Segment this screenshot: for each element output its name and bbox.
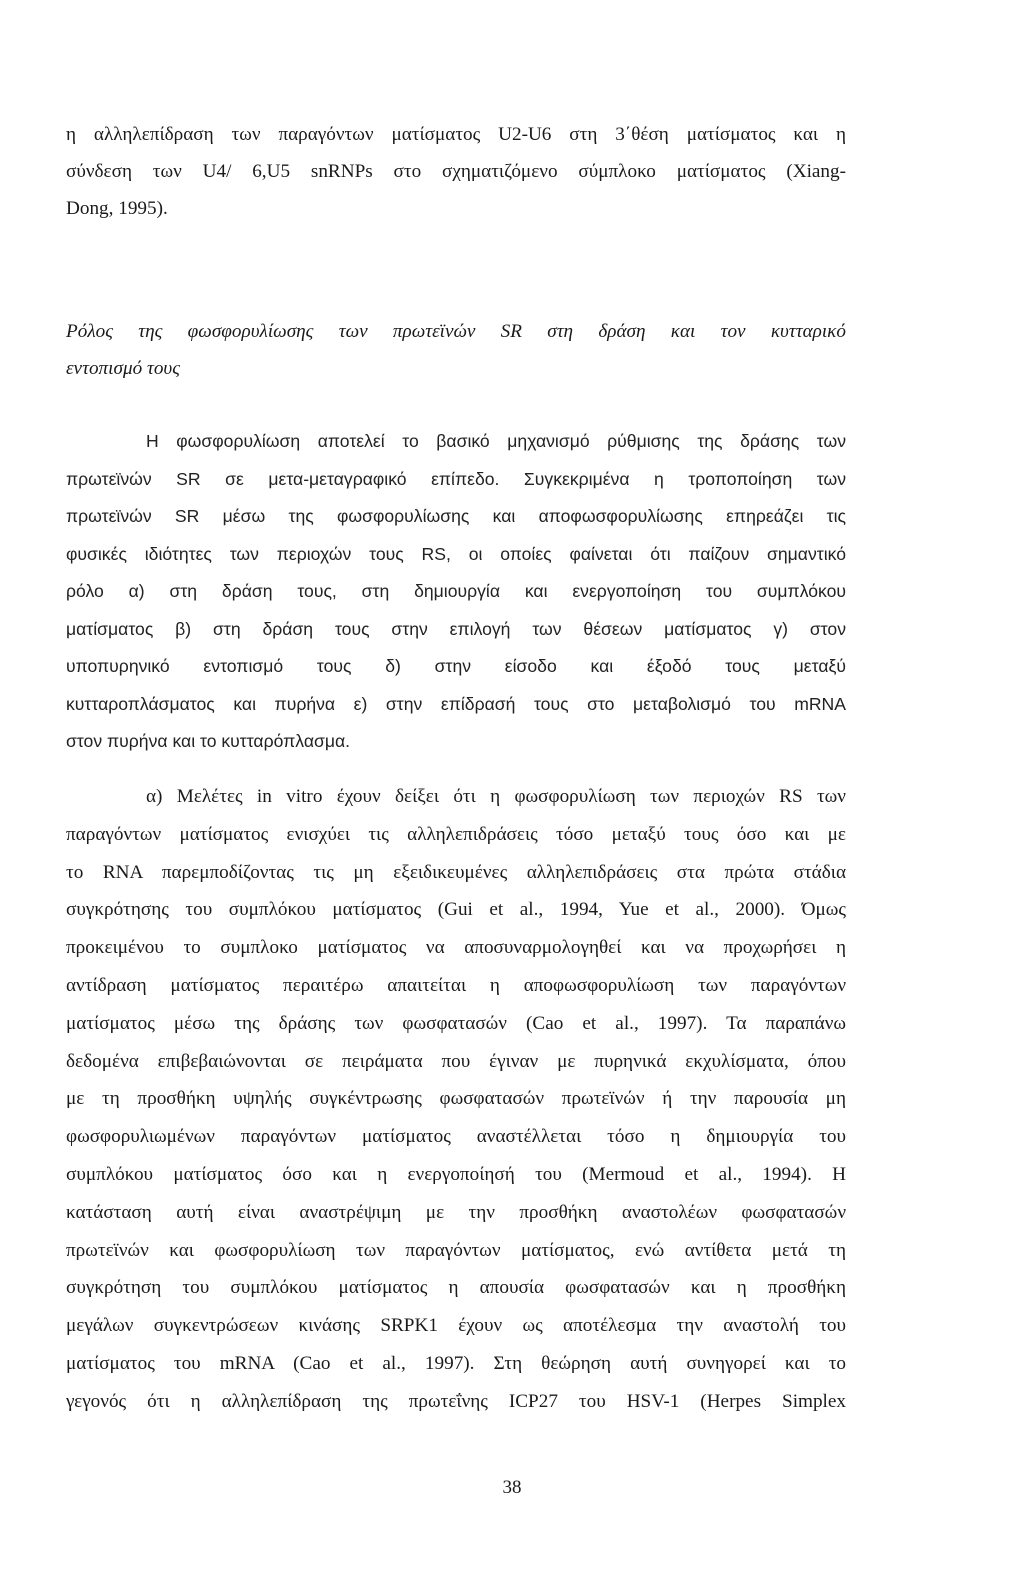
paragraph-line: με τη προσθήκη υψηλής συγκέντρωσης φωσφατασών πρωτεϊνών ή την παρουσία μη (66, 1088, 846, 1110)
intro-paragraph (66, 116, 846, 228)
paragraph-line: ρόλο α) στη δράση τους, στη δημιουργία και ενεργοποίηση του συμπλόκου (66, 581, 846, 601)
paragraph-line: το RNA παρεμποδίζοντας τις μη εξειδικευμένες αλληλεπιδράσεις στα πρώτα στάδια (66, 861, 846, 883)
paragraph-line: γεγονός ότι η αλληλεπίδραση της πρωτεΐνης ICP27 του HSV-1 (Herpes Simplex (66, 1390, 846, 1412)
paragraph-line: Dong, 1995). (66, 198, 168, 220)
paragraph-line: κυτταροπλάσματος και πυρήνα ε) στην επίδρασή τους στο μεταβολισμό του mRNA (66, 693, 846, 714)
paragraph-line: η αλληλεπίδραση των παραγόντων ματίσματος U2-U6 στη 3΄θέση ματίσματος και η (66, 124, 846, 145)
paragraph-line: μεγάλων συγκεντρώσεων κινάσης SRPK1 έχουν ως αποτέλεσμα την αναστολή του (66, 1315, 846, 1337)
body-paragraph-serif (66, 778, 846, 1421)
paragraph-line: ματίσματος μέσω της δράσης των φωσφατασών (Cao et al., 1997). Τα παραπάνω (66, 1012, 846, 1034)
paragraph-line: ματίσματος του mRNA (Cao et al., 1997). Στη θεώρηση αυτή συνηγορεί και το (66, 1352, 846, 1374)
paragraph-line: συμπλόκου ματίσματος όσο και η ενεργοποίησή του (Mermoud et al., 1994). Η (66, 1163, 846, 1185)
paragraph-line: υποπυρηνικό εντοπισμό τους δ) στην είσοδο και έξοδό τους μεταξύ (66, 656, 846, 676)
paragraph-line: πρωτεϊνών SR μέσω της φωσφορυλίωσης και αποφωσφορυλίωσης επηρεάζει τις (66, 506, 846, 526)
paragraph-line: α) Μελέτες in vitro έχουν δείξει ότι η φωσφορυλίωση των περιοχών RS των (146, 786, 846, 807)
paragraph-line: σύνδεση των U4/ 6,U5 snRNPs στο σχηματιζόμενο σύμπλοκο ματίσματος (Xiang- (66, 161, 846, 183)
heading-line: Ρόλος της φωσφορυλίωσης των πρωτεϊνών SR στη δράση και τον κυτταρικό (66, 321, 846, 342)
body-paragraph-sans (66, 423, 846, 761)
page-number: 38 (502, 1477, 522, 1498)
paragraph-line: συγκρότηση του συμπλόκου ματίσματος η απουσία φωσφατασών και η προσθήκη (66, 1277, 846, 1299)
paragraph-line: φυσικές ιδιότητες των περιοχών τους RS, οι οποίες φαίνεται ότι παίζουν σημαντικό (66, 543, 846, 564)
paragraph-line: στον πυρήνα και το κυτταρόπλασμα. (66, 731, 351, 751)
paragraph-line: προκειμένου το συμπλοκο ματίσματος να αποσυναρμολογηθεί και να προχωρήσει η (66, 937, 846, 959)
paragraph-line: πρωτεϊνών και φωσφορυλίωση των παραγόντων ματίσματος, ενώ αντίθετα μετά τη (66, 1239, 846, 1261)
paragraph-line: αντίδραση ματίσματος περαιτέρω απαιτείται η αποφωσφορυλίωση των παραγόντων (66, 974, 846, 996)
paragraph-line: παραγόντων ματίσματος ενισχύει τις αλληλεπιδράσεις τόσο μεταξύ τους όσο και με (66, 823, 846, 845)
paragraph-line: φωσφορυλιωμένων παραγόντων ματίσματος αναστέλλεται τόσο η δημιουργία του (66, 1126, 846, 1148)
paragraph-line: ματίσματος β) στη δράση τους στην επιλογή των θέσεων ματίσματος γ) στον (66, 618, 846, 639)
paragraph-line: δεδομένα επιβεβαιώνονται σε πειράματα που έγιναν με πυρηνικά εκχυλίσματα, όπου (66, 1050, 846, 1072)
paragraph-line: πρωτεϊνών SR σε μετα-μεταγραφικό επίπεδο. Συγκεκριμένα η τροποποίηση των (66, 468, 846, 489)
paragraph-line: συγκρότησης του συμπλόκου ματίσματος (Gui et al., 1994, Yue et al., 2000). Όμως (66, 899, 846, 921)
section-heading (66, 313, 846, 387)
heading-line: εντοπισμό τους (66, 358, 181, 380)
paragraph-line: Η φωσφορυλίωση αποτελεί το βασικό μηχανισμό ρύθμισης της δράσης των (146, 431, 846, 451)
paragraph-line: κατάσταση αυτή είναι αναστρέψιμη με την προσθήκη αναστολέων φωσφατασών (66, 1201, 846, 1223)
